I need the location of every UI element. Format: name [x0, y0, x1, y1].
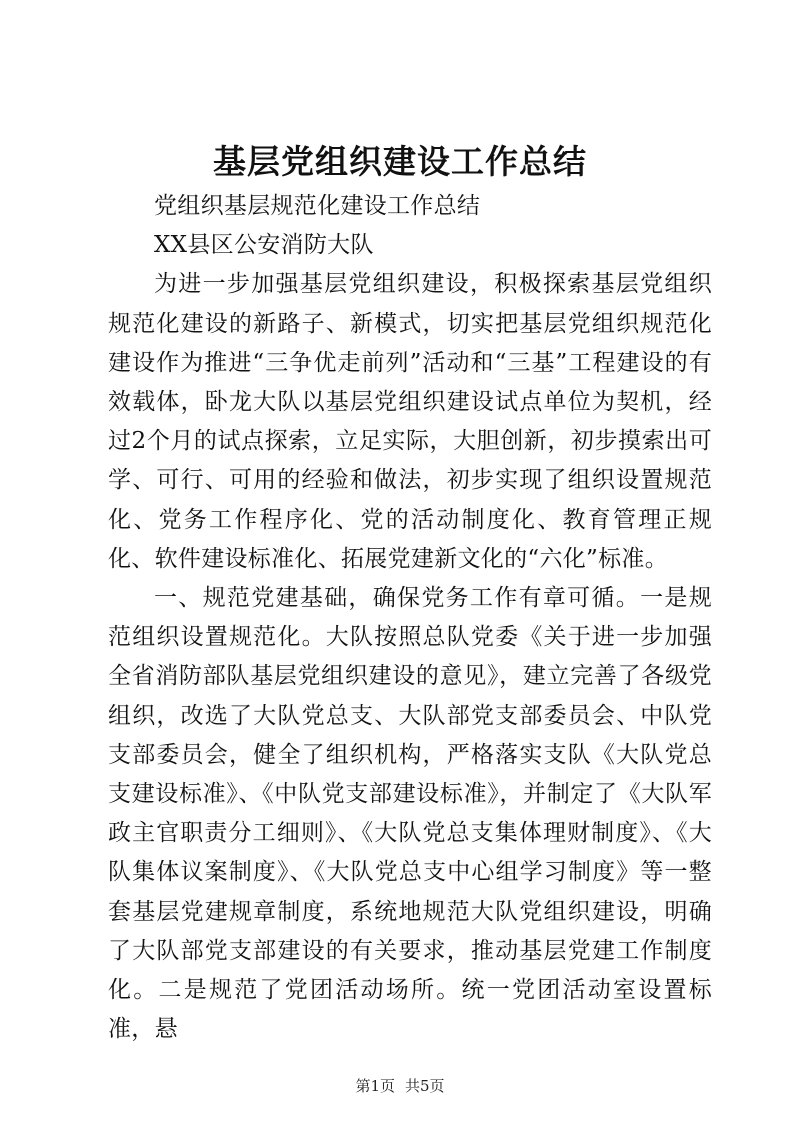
document-title: 基层党组织建设工作总结 [213, 142, 587, 181]
page-footer [0, 1076, 800, 1096]
unit-name-paragraph: XX县区公安消防大队 [154, 232, 374, 259]
intro-paragraph: 为进一步加强基层党组织建设，积极探索基层党组织规范化建设的新路子、新模式，切实把基层党组织规范化建设作为推进“三争优走前列”活动和“三基”工程建设的有效载体，卧龙大队以基层党组织建设试点单位为契机，经过2个月的试点探索，立足实际，大胆创新，初步摸索出可学、可行、可用的经验和做法，初步实现了组织设置规范化、党务工作程序化、党的活动制度化、教育管理正规化、软件建设标准化、拓展党建新文化的“六化”标准。 [108, 271, 712, 572]
section-one-paragraph: 一、规范党建基础，确保党务工作有章可循。一是规范组织设置规范化。大队按照总队党委《关于进一步加强全省消防部队基层党组织建设的意见》，建立完善了各级党组织，改选了大队党总支、大队部党支部委员会、中队党支部委员会，健全了组织机构，严格落实支队《大队党总支建设标准》、《中队党支部建设标准》，并制定了《大队军政主官职责分工细则》、《大队党总支集体理财制度》、《大队集体议案制度》、《大队党总支中心组学习制度》等一整套基层党建规章制度，系统地规范大队党组织建设，明确了大队部党支部建设的有关要求，推动基层党建工作制度化。二是规范了党团活动场所。统一党团活动室设置标准，悬 [108, 585, 712, 1043]
subtitle-paragraph: 党组织基层规范化建设工作总结 [154, 193, 481, 219]
page-number: 第1页 [355, 1077, 395, 1095]
page-total: 共5页 [405, 1077, 445, 1095]
document-body [108, 187, 712, 1049]
